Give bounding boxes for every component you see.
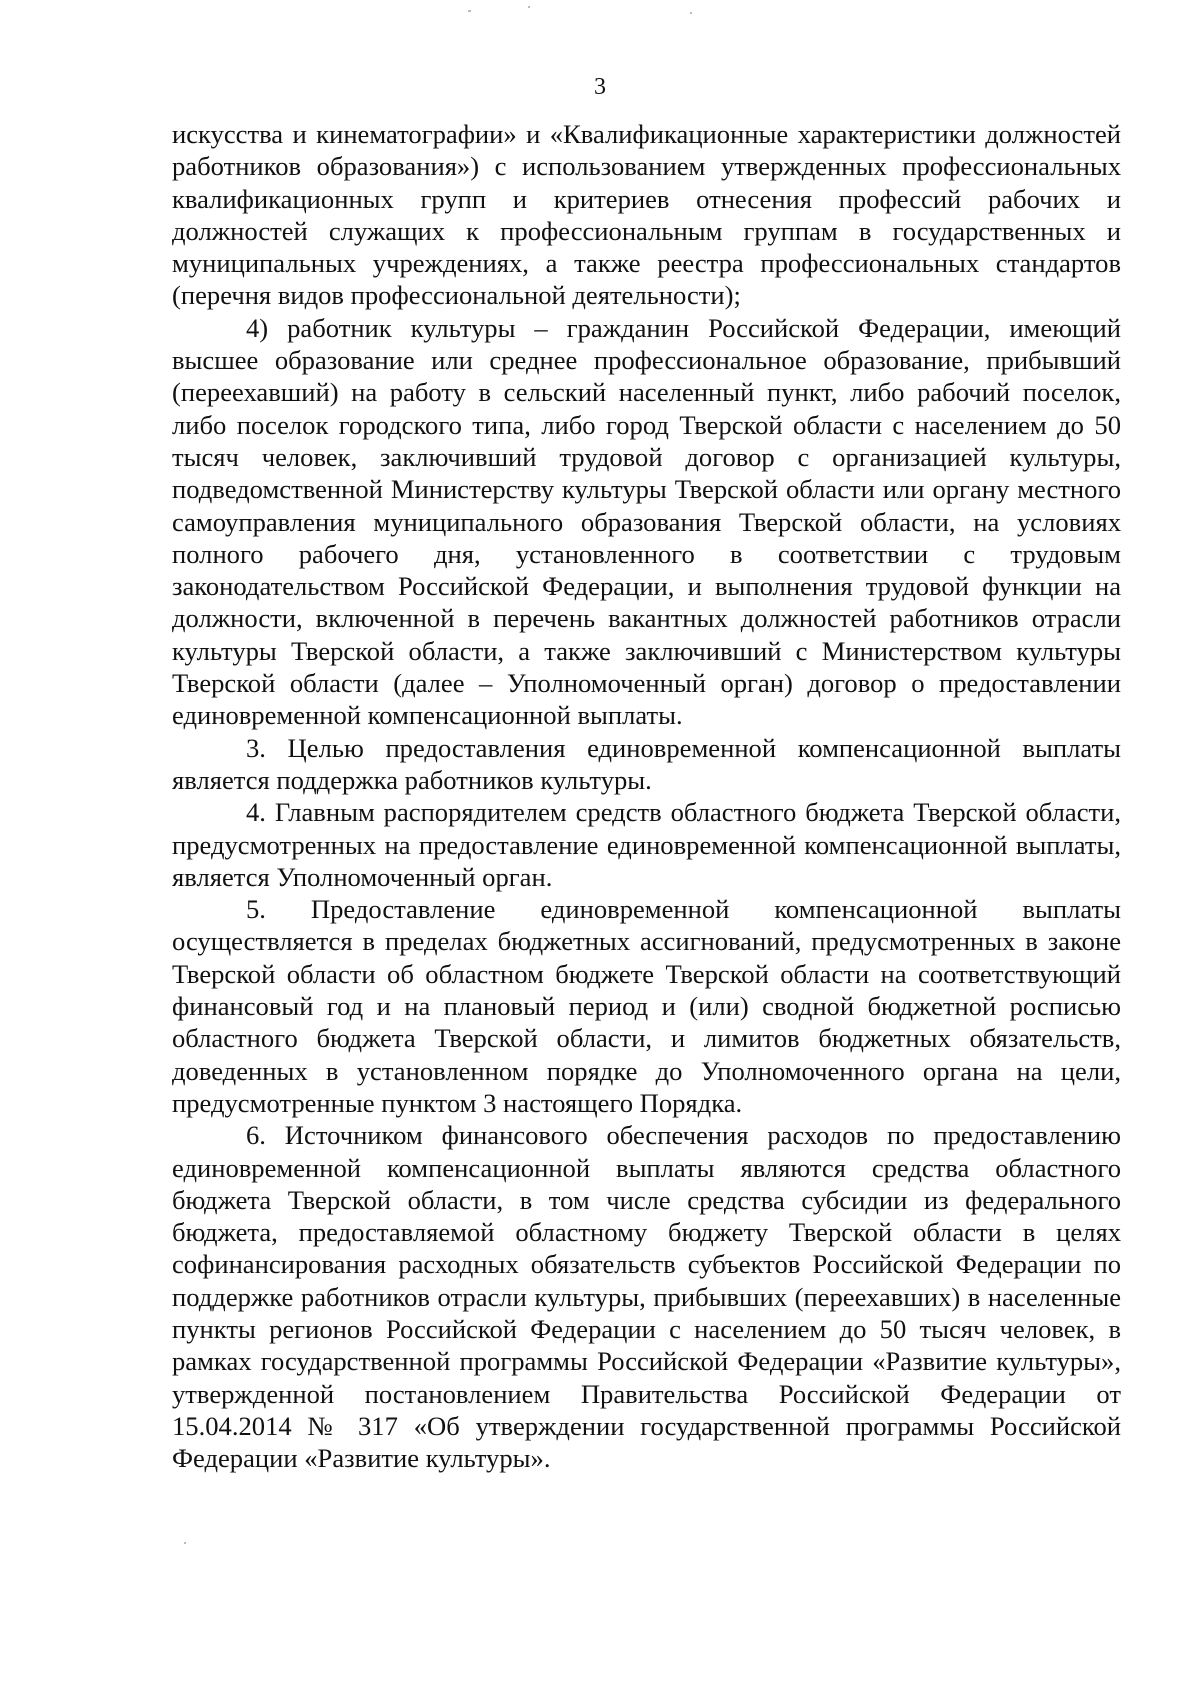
paragraph-point-6: 6. Источником финансового обеспечения расходов по предоставлению единовременной компенсационной выплаты являются средства областного бюджета Тверской области, в том числе средства субсидии из федерального бюджета, предоставляемой областному бюджету Тверской области в целях софинансирования расходных обязательств субъектов Российской Федерации по поддержке работников отрасли культуры, прибывших (переехавших) в населенные пункты регионов Российской Федерации с населением до 50 тысяч человек, в рамках государственной программы Российской Федерации «Развитие культуры», утвержденной постановлением Правительства Российской Федерации от 15.04.2014 № 317 «Об утверждении государственной программы Российской Федерации «Развитие культуры».	[172, 1120, 1121, 1474]
paragraph-point-5: 5. Предоставление единовременной компенсационной выплаты осуществляется в пределах бюджетных ассигнований, предусмотренных в законе Тверской области об областном бюджете Тверской области на соответствующий финансовый год и на плановый период и (или) сводной бюджетной росписью областного бюджета Тверской области, и лимитов бюджетных обязательств, доведенных в установленном порядке до Уполномоченного органа на цели, предусмотренные пунктом 3 настоящего Порядка.	[172, 894, 1121, 1118]
scan-speck	[468, 10, 471, 12]
page-number: 3	[594, 74, 606, 100]
scan-speck	[184, 1542, 186, 1544]
paragraph-continuation: искусства и кинематографии» и «Квалификационные характеристики должностей работников образования») с использованием утвержденных профессиональных квалификационных групп и критериев отнесения профессий рабочих и должностей служащих к профессиональным группам в государственных и муниципальных учреждениях, а также реестра профессиональных стандартов (перечня видов профессиональной деятельности);	[172, 119, 1121, 311]
paragraph-point-4: 4. Главным распорядителем средств областного бюджета Тверской области, предусмотренных на предоставление единовременной компенсационной выплаты, является Уполномоченный орган.	[172, 797, 1121, 892]
paragraph-item-4: 4) работник культуры – гражданин Российской Федерации, имеющий высшее образование или среднее профессиональное образование, прибывший (переехавший) на работу в сельский населенный пункт, либо рабочий поселок, либо поселок городского типа, либо город Тверской области с населением до 50 тысяч человек, заключивший трудовой договор с организацией культуры, подведомственной Министерству культуры Тверской области или органу местного самоуправления муниципального образования Тверской области, на условиях полного рабочего дня, установленного в соответствии с трудовым законодательством Российской Федерации, и выполнения трудовой функции на должности, включенной в перечень вакантных должностей работников отрасли культуры Тверской области, а также заключивший с Министерством культуры Тверской области (далее – Уполномоченный орган) договор о предоставлении единовременной компенсационной выплаты.	[172, 312, 1121, 731]
document-body	[172, 118, 1121, 1474]
scan-speck	[690, 12, 692, 14]
scan-speck	[528, 6, 530, 8]
paragraph-point-3: 3. Целью предоставления единовременной компенсационной выплаты является поддержка работников культуры.	[172, 732, 1121, 795]
